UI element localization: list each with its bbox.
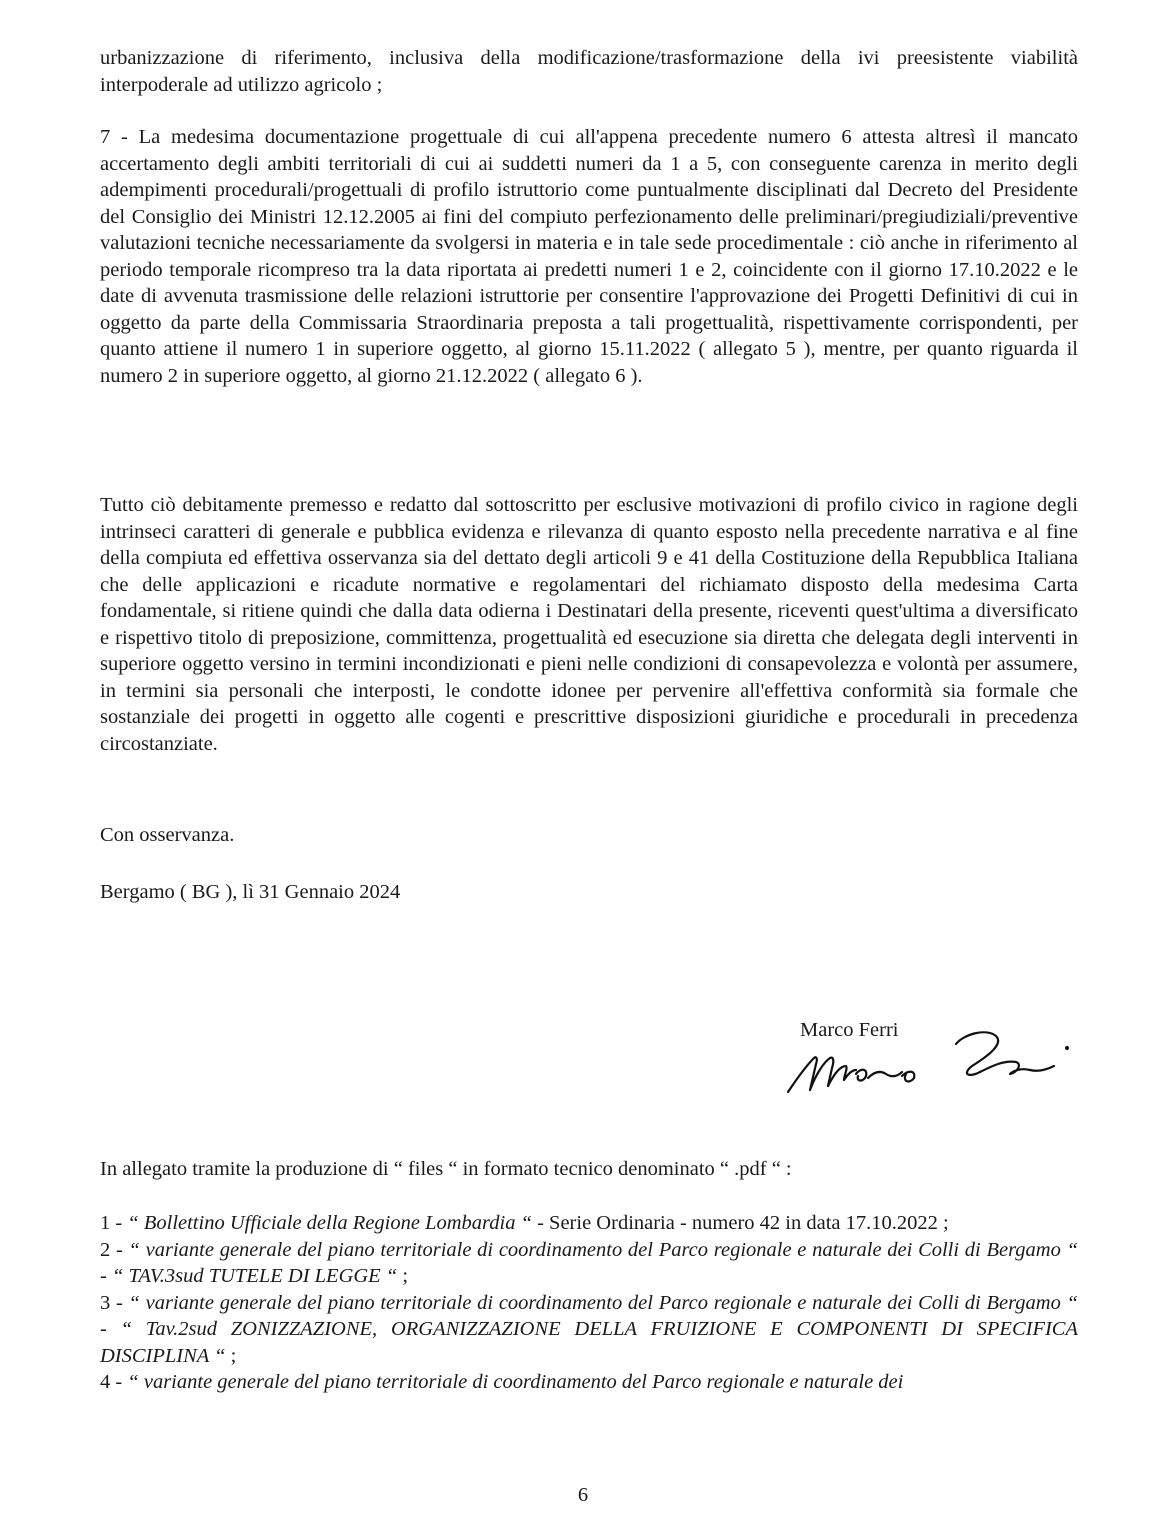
paragraph-point-7: 7 - La medesima documentazione progettuale di cui all'appena precedente numero 6 attesta altresì il mancato accertamento degli ambiti territoriali di cui ai suddetti numeri da 1 a 5, con conseguente carenza in merito degli adempimenti procedurali/progettuali di profilo istruttorio come puntualmente disciplinati dal Decreto del Presidente del Consiglio dei Ministri 12.12.2005 ai fini del compiuto perfezionamento delle preliminari/pregiudiziali/preventive valutazioni tecniche necessariamente da svolgersi in materia e in tale sede procedimentale : ciò anche in riferimento al periodo temporale ricompreso tra la data riportata ai predetti numeri 1 e 2, coincidente con il giorno 17.10.2022 e le date di avvenuta trasmissione delle relazioni istruttorie per consentire l'approvazione dei Progetti Definitivi di cui in oggetto da parte della Commissaria Straordinaria preposta a tali progettualità, rispettivamente corrispondenti, per quanto attiene il numero 1 in superiore oggetto, al giorno 15.11.2022 ( allegato 5 ), mentre, per quanto riguarda il numero 2 in superiore oggetto, al giorno 21.12.2022 ( allegato 6 ). — [100, 126, 1078, 387]
paragraph-closing-statement: Tutto ciò debitamente premesso e redatto dal sottoscritto per esclusive motivazioni di profilo civico in ragione degli intrinseci caratteri di generale e pubblica evidenza e rilevanza di quanto esposto nella precedente narrativa e al fine della compiuta ed effettiva osservanza sia del dettato degli articoli 9 e 41 della Costituzione della Repubblica Italiana che delle applicazioni e ricadute normative e regolamentari del richiamato disposto della medesima Carta fondamentale, si ritiene quindi che dalla data odierna i Destinatari della presente, riceventi quest'ultima a diversificato e rispettivo titolo di preposizione, committenza, progettualità ed esecuzione sia diretta che delegata degli interventi in superiore oggetto versino in termini incondizionati e pieni nelle condizioni di consapevolezza e volontà per assumere, in termini sia personali che interposti, le condotte idonee per pervenire all'effettiva conformità sia formale che sostanziale dei progetti in oggetto alle cogenti e prescrittive disposizioni giuridiche e procedurali in precedenza circostanziate. — [100, 494, 1078, 755]
attachment-number: 3 - — [100, 1291, 129, 1314]
closing-salutation: Con osservanza. — [100, 824, 235, 846]
place-and-date: Bergamo ( BG ), lì 31 Gennaio 2024 — [100, 881, 401, 903]
attachment-item — [100, 1210, 1078, 1237]
attachment-details: - Serie Ordinaria - numero 42 in data 17.10.2022 ; — [531, 1212, 949, 1234]
page-number: 6 — [577, 1484, 589, 1506]
attachments-intro: In allegato tramite la produzione di “ files “ in formato tecnico denominato “ .pdf “ : — [100, 1158, 792, 1180]
attachment-item — [100, 1369, 1078, 1396]
attachment-details: ; — [397, 1265, 409, 1287]
attachment-number: 4 - — [100, 1371, 128, 1393]
attachment-title: “ variante generale del piano territoriale di coordinamento del Parco regionale e naturale dei Colli di Bergamo “ - “ TAV.3sud TUTELE DI LEGGE “ — [100, 1238, 1078, 1287]
handwritten-signature — [782, 1012, 1072, 1107]
attachment-item — [100, 1237, 1078, 1290]
attachment-title: “ Bollettino Ufficiale della Regione Lombardia “ — [127, 1212, 532, 1234]
attachment-number: 2 - — [100, 1238, 129, 1261]
attachment-number: 1 - — [100, 1212, 128, 1234]
attachment-details: ; — [225, 1344, 237, 1367]
attachment-title: “ variante generale del piano territoriale di coordinamento del Parco regionale e naturale dei — [127, 1371, 904, 1393]
attachment-title: “ variante generale del piano territoriale di coordinamento del Parco regionale e naturale dei Colli di Bergamo “ - “ Tav.2sud ZONIZZAZIONE, ORGANIZZAZIONE DELLA FRUIZIONE E COMPONENTI DI SPECIFICA DISCIPLINA “ — [100, 1291, 1078, 1367]
attachment-item — [100, 1290, 1078, 1370]
signatory-name: Marco Ferri — [800, 1019, 899, 1041]
attachments-list — [100, 1210, 1078, 1396]
paragraph-intro: urbanizzazione di riferimento, inclusiva della modificazione/trasformazione della ivi preesistente viabilità interpoderale ad utilizzo agricolo ; — [100, 47, 1078, 96]
